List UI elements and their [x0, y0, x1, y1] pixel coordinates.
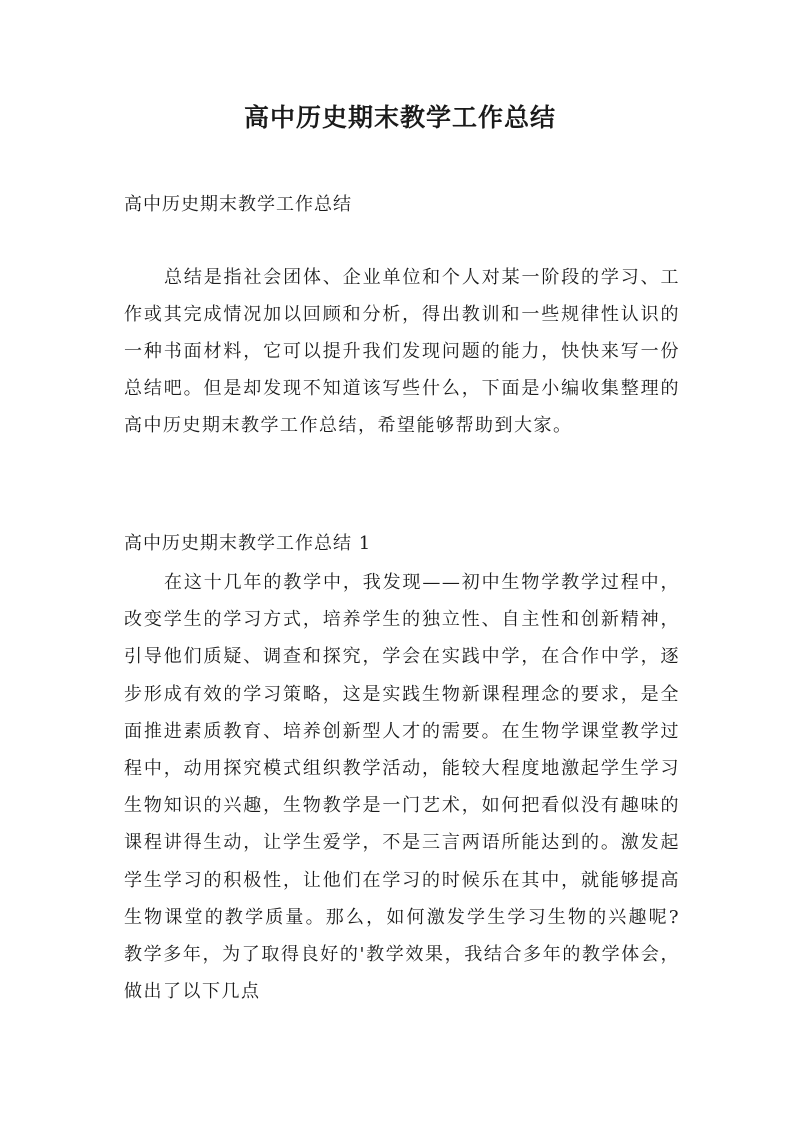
intro-paragraph: 总结是指社会团体、企业单位和个人对某一阶段的学习、工作或其完成情况加以回顾和分析，得出教训和一些规律性认识的一种书面材料，它可以提升我们发现问题的能力，快快来写一份总结吧。但是却发现不知道该写些什么，下面是小编收集整理的高中历史期末教学工作总结，希望能够帮助到大家。 — [124, 267, 680, 436]
document-subtitle: 高中历史期末教学工作总结 — [124, 194, 352, 215]
document-title: 高中历史期末教学工作总结 — [243, 103, 556, 132]
section-heading: 高中历史期末教学工作总结 1 — [124, 533, 372, 554]
section-body-paragraph: 在这十几年的教学中，我发现——初中生物学教学过程中，改变学生的学习方式，培养学生的独立性、自主性和创新精神，引导他们质疑、调查和探究，学会在实践中学，在合作中学，逐步形成有效的学习策略，这是实践生物新课程理念的要求，是全面推进素质教育、培养创新型人才的需要。在生物学课堂教学过程中，动用探究模式组织教学活动，能较大程度地激起学生学习生物知识的兴趣，生物教学是一门艺术，如何把看似没有趣味的课程讲得生动，让学生爱学，不是三言两语所能达到的。激发起学生学习的积极性，让他们在学习的时候乐在其中，就能够提高生物课堂的教学质量。那么，如何激发学生学习生物的兴趣呢?教学多年，为了取得良好的'教学效果，我结合多年的教学体会，做出了以下几点 — [124, 572, 680, 1003]
